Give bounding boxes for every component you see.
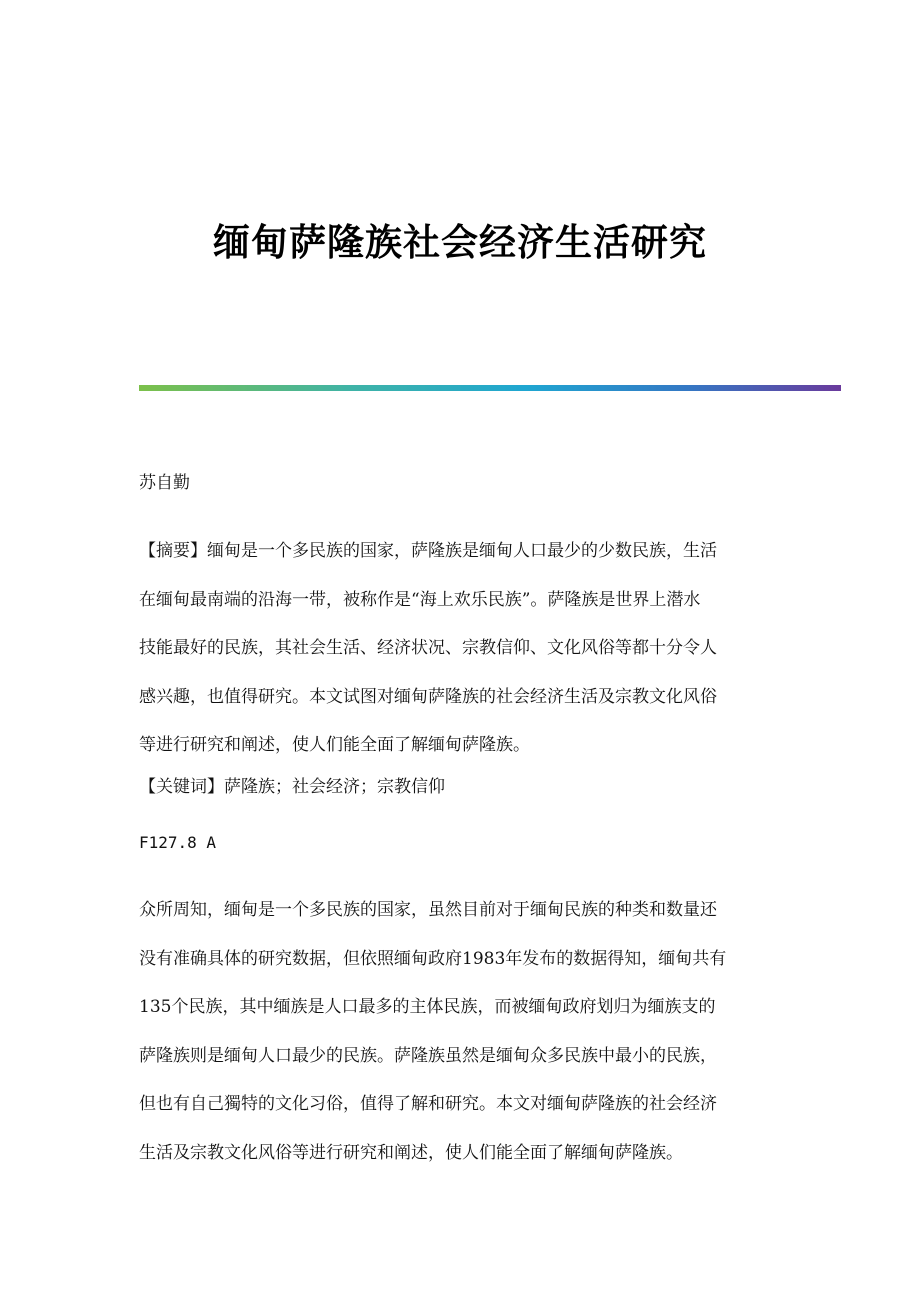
author-name: 苏自勤 <box>139 473 190 493</box>
abstract-line: 技能最好的民族，其社会生活、经济状况、宗教信仰、文化风俗等都十分令人 <box>139 638 717 659</box>
abstract <box>139 527 779 770</box>
abstract-line: 等进行研究和阐述，使人们能全面了解缅甸萨隆族。 <box>139 735 530 756</box>
title-divider <box>139 385 841 391</box>
intro-line: 萨隆族则是缅甸人口最少的民族。萨隆族虽然是缅甸众多民族中最小的民族， <box>139 1045 717 1066</box>
abstract-line: 【摘要】缅甸是一个多民族的国家，萨隆族是缅甸人口最少的少数民族，生活 <box>139 541 717 561</box>
keywords: 【关键词】萨隆族；社会经济；宗教信仰 <box>139 777 445 797</box>
abstract-line: 感兴趣，也值得研究。本文试图对缅甸萨隆族的社会经济生活及宗教文化风俗 <box>139 686 717 707</box>
intro-line: 生活及宗教文化风俗等进行研究和阐述，使人们能全面了解缅甸萨隆族。 <box>139 1142 683 1163</box>
classification-code: F127.8 A <box>139 833 217 852</box>
abstract-line: 在缅甸最南端的沿海一带，被称作是“海上欢乐民族”。萨隆族是世界上潜水 <box>139 589 701 610</box>
intro-paragraph <box>139 886 779 1178</box>
intro-line: 135个民族，其中缅族是人口最多的主体民族，而被缅甸政府划归为缅族支的 <box>139 997 716 1018</box>
intro-line: 没有准确具体的研究数据，但依照缅甸政府1983年发布的数据得知，缅甸共有 <box>139 948 727 969</box>
intro-line: 众所周知，缅甸是一个多民族的国家，虽然目前对于缅甸民族的种类和数量还 <box>139 900 717 920</box>
page-title: 缅甸萨隆族社会经济生活研究 <box>213 220 707 264</box>
intro-line: 但也有自己獨特的文化习俗，值得了解和研究。本文对缅甸萨隆族的社会经济 <box>139 1094 717 1115</box>
